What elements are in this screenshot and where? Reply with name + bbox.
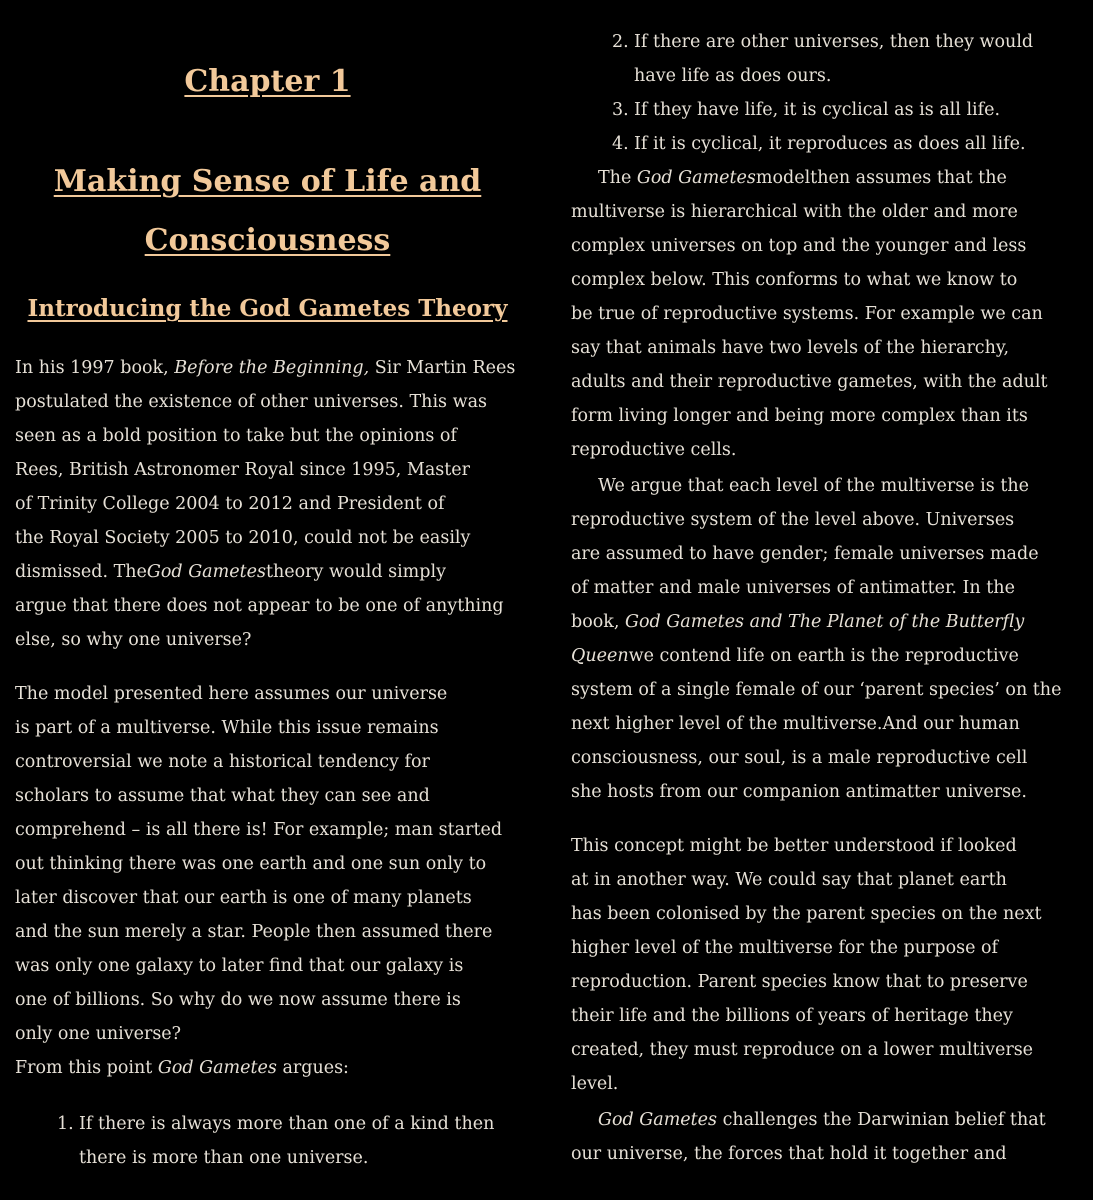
- theory-name: God Gametes: [598, 1110, 718, 1130]
- paragraph-colonised: [571, 829, 1042, 1101]
- theory-name: God Gametes: [636, 168, 756, 188]
- text-line: postulated the existence of other universes. This was: [15, 392, 487, 412]
- text-line: reproductive cells.: [571, 440, 737, 460]
- list-item: [612, 127, 1033, 161]
- text-line: complex below. This conforms to what we know to: [571, 270, 1018, 290]
- paragraph-hierarchy: [571, 161, 1048, 467]
- list-number: 4.: [612, 134, 629, 154]
- section-subtitle: Introducing the God Gametes Theory: [27, 295, 508, 322]
- text-line: multiverse is hierarchical with the older and more: [571, 202, 1018, 222]
- text-line: next higher level of the multiverse.And our human: [571, 714, 1020, 734]
- paragraph-model: [15, 677, 502, 1085]
- chapter-label: Chapter 1: [184, 64, 351, 99]
- text-line: the Royal Society 2005 to 2010, could not be easily: [15, 528, 471, 548]
- chapter-title-line-2: Consciousness: [144, 223, 391, 258]
- text-line: their life and the billions of years of heritage they: [571, 1006, 1013, 1026]
- text-line: out thinking there was one earth and one sun only to: [15, 854, 487, 874]
- text-line: only one universe?: [15, 1024, 182, 1044]
- text-line: be true of reproductive systems. For example we can: [571, 304, 1043, 324]
- list-number: 2.: [612, 32, 629, 52]
- text-line: she hosts from our companion antimatter universe.: [571, 782, 1027, 802]
- theory-name: God Gametes: [146, 562, 266, 582]
- text-line: God Gametes challenges the Darwinian belief that: [598, 1110, 1046, 1130]
- text-line: form living longer and being more complex than its: [571, 406, 1028, 426]
- list-number: 3.: [612, 100, 629, 120]
- text-line: is part of a multiverse. While this issue remains: [15, 718, 439, 738]
- text-line: The model presented here assumes our universe: [15, 684, 448, 704]
- text-line: reproductive system of the level above. Universes: [571, 510, 1015, 530]
- text-line: controversial we note a historical tendency for: [15, 752, 430, 772]
- text-line: are assumed to have gender; female universes made: [571, 544, 1039, 564]
- text-line: seen as a bold position to take but the opinions of: [15, 426, 457, 446]
- text-line: If there are other universes, then they would: [634, 32, 1034, 52]
- text-line: In his 1997 book, Before the Beginning, Sir Martin Rees: [15, 358, 516, 378]
- chapter-title: [15, 152, 520, 270]
- premise-list-start: [57, 1107, 495, 1175]
- text-line: reproduction. Parent species know that to preserve: [571, 972, 1028, 992]
- chapter-title-line-1: Making Sense of Life and: [53, 164, 482, 199]
- paragraph-darwinian: [571, 1103, 1046, 1171]
- text-line: complex universes on top and the younger and less: [571, 236, 1027, 256]
- text-line: Rees, British Astronomer Royal since 1995, Master: [15, 460, 471, 480]
- text-line: dismissed. TheGod Gametestheory would simply: [15, 562, 446, 582]
- text-line: our universe, the forces that hold it together and: [571, 1144, 1007, 1164]
- text-line: one of billions. So why do we now assume there is: [15, 990, 461, 1010]
- text-line: created, they must reproduce on a lower multiverse: [571, 1040, 1034, 1060]
- text-line: book, God Gametes and The Planet of the Butterfly: [571, 612, 1025, 632]
- book-title: Before the Beginning,: [174, 358, 370, 378]
- text-line: scholars to assume that what they can see and: [15, 786, 430, 806]
- text-line: higher level of the multiverse for the purpose of: [571, 938, 999, 958]
- text-line: This concept might be better understood if looked: [571, 836, 1017, 856]
- text-line: else, so why one universe?: [15, 630, 252, 650]
- text-line: adults and their reproductive gametes, with the adult: [571, 372, 1048, 392]
- text-line: If there is always more than one of a kind then: [79, 1114, 495, 1134]
- list-item: [612, 25, 1034, 93]
- book-title: God Gametes and The Planet of the Butterfly: [625, 612, 1025, 632]
- text-line: later discover that our earth is one of many planets: [15, 888, 472, 908]
- book-title: Queen: [571, 646, 629, 666]
- text-line: If it is cyclical, it reproduces as does all life.: [634, 134, 1026, 154]
- text-line: We argue that each level of the multiverse is the: [598, 476, 1029, 496]
- text-line: say that animals have two levels of the hierarchy,: [571, 338, 1010, 358]
- text-line: argue that there does not appear to be one of anything: [15, 596, 504, 616]
- text-line: The God Gametesmodelthen assumes that the: [598, 168, 1007, 188]
- paragraph-rees: [15, 351, 515, 657]
- paragraph-gender: [571, 469, 1061, 809]
- text-line: has been colonised by the parent species on the next: [571, 904, 1042, 924]
- text-line: and the sun merely a star. People then assumed there: [15, 922, 493, 942]
- text-line: level.: [571, 1074, 619, 1094]
- text-line: From this point God Gametes argues:: [15, 1058, 349, 1078]
- text-line: was only one galaxy to later find that our galaxy is: [15, 956, 464, 976]
- text-line: system of a single female of our ‘parent species’ on the: [571, 680, 1062, 700]
- list-item: [57, 1107, 495, 1175]
- list-number: 1.: [57, 1114, 74, 1134]
- text-line: comprehend – is all there is! For example; man started: [15, 820, 503, 840]
- text-line: at in another way. We could say that planet earth: [571, 870, 1007, 890]
- text-line: consciousness, our soul, is a male reproductive cell: [571, 748, 1028, 768]
- theory-name: God Gametes: [157, 1058, 277, 1078]
- text-line: of matter and male universes of antimatter. In the: [571, 578, 1015, 598]
- premise-list-continued: [612, 25, 1034, 161]
- text-line: If they have life, it is cyclical as is all life.: [634, 100, 1001, 120]
- list-item: [612, 93, 1033, 127]
- text-line: Queenwe contend life on earth is the reproductive: [571, 646, 1019, 666]
- text-line: of Trinity College 2004 to 2012 and President of: [15, 494, 445, 514]
- text-line: have life as does ours.: [634, 66, 832, 86]
- text-line: there is more than one universe.: [79, 1148, 369, 1168]
